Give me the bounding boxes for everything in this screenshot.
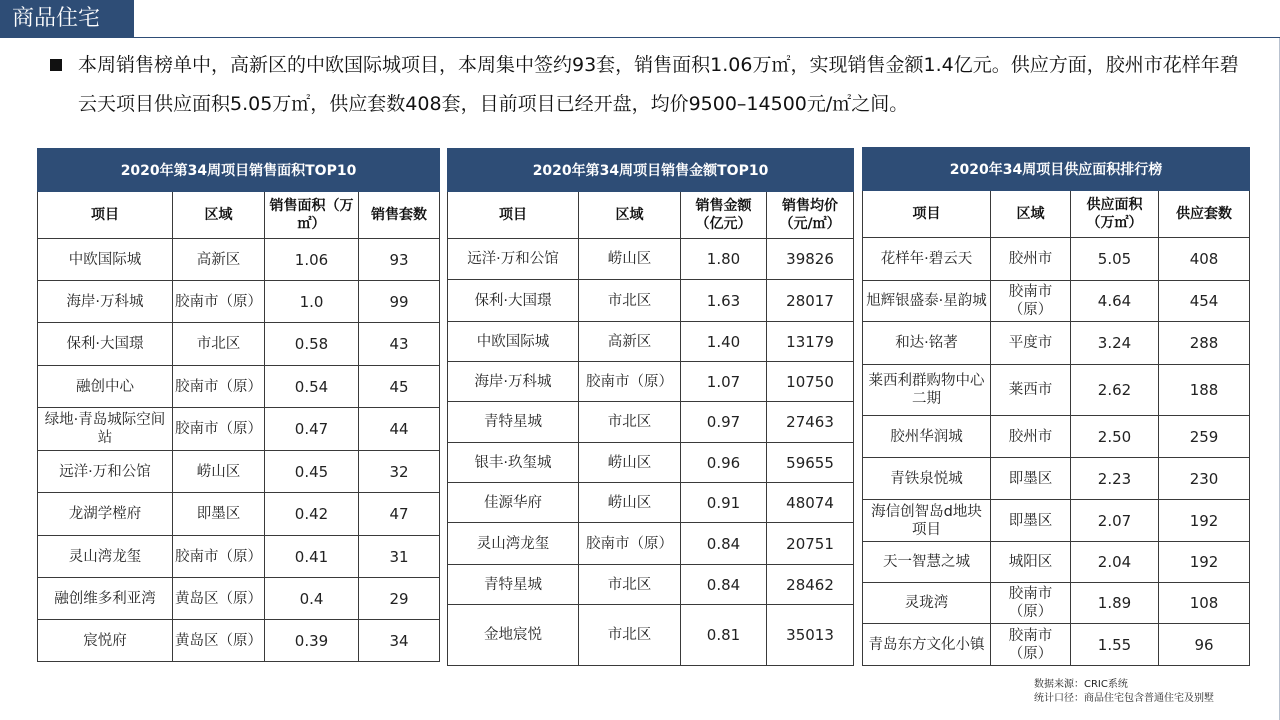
table-row <box>448 443 854 483</box>
table-row <box>448 280 854 322</box>
table-cell: 佳源华府 <box>448 483 579 523</box>
table-cell: 1.0 <box>265 281 359 323</box>
table-cell: 2.50 <box>1071 416 1159 458</box>
table-cell: 远洋·万和公馆 <box>448 239 579 280</box>
column-header: 销售金额（亿元） <box>681 192 767 239</box>
table-cell: 中欧国际城 <box>448 322 579 362</box>
table-cell: 胶南市（原） <box>579 523 681 565</box>
table-cell: 胶州市 <box>991 238 1071 281</box>
table-row <box>863 624 1250 666</box>
table-cell: 即墨区 <box>991 458 1071 500</box>
table-caption: 2020年第34周项目销售金额TOP10 <box>448 149 854 192</box>
table-cell: 胶南市（原） <box>173 536 265 578</box>
table-cell: 胶南市（原） <box>173 281 265 323</box>
table-row <box>448 239 854 280</box>
table-cell: 中欧国际城 <box>38 239 173 281</box>
table-cell: 2.62 <box>1071 365 1159 416</box>
table-row <box>448 483 854 523</box>
table-cell: 0.84 <box>681 523 767 565</box>
table-cell: 1.40 <box>681 322 767 362</box>
column-header: 项目 <box>38 192 173 239</box>
table-cell: 胶南市（原） <box>991 583 1071 624</box>
table-cell: 绿地·青岛城际空间站 <box>38 408 173 451</box>
table-cell: 230 <box>1159 458 1250 500</box>
table-row <box>448 565 854 605</box>
table-row <box>448 362 854 402</box>
table-cell: 高新区 <box>173 239 265 281</box>
table-cell: 0.41 <box>265 536 359 578</box>
table-cell: 市北区 <box>579 605 681 666</box>
table-cell: 4.64 <box>1071 281 1159 322</box>
supply-area-ranking-table <box>862 147 1250 666</box>
table-cell: 胶州市 <box>991 416 1071 458</box>
table-cell: 259 <box>1159 416 1250 458</box>
table-cell: 48074 <box>767 483 854 523</box>
table-row <box>863 281 1250 322</box>
table-cell: 青特星城 <box>448 402 579 443</box>
table-cell: 45 <box>359 366 440 408</box>
column-header: 销售均价（元/㎡） <box>767 192 854 239</box>
table-cell: 2.23 <box>1071 458 1159 500</box>
table-row <box>448 402 854 443</box>
table-cell: 0.47 <box>265 408 359 451</box>
table-cell: 1.89 <box>1071 583 1159 624</box>
table-cell: 金地宸悦 <box>448 605 579 666</box>
table-row <box>863 365 1250 416</box>
table-cell: 胶南市（原） <box>991 624 1071 666</box>
title-divider <box>134 37 1280 38</box>
table-cell: 96 <box>1159 624 1250 666</box>
table-cell: 108 <box>1159 583 1250 624</box>
table-cell: 黄岛区（原） <box>173 578 265 620</box>
table-cell: 188 <box>1159 365 1250 416</box>
table-cell: 0.42 <box>265 493 359 536</box>
column-header: 项目 <box>448 192 579 239</box>
scope-note: 统计口径：商品住宅包含普通住宅及别墅 <box>1034 693 1214 704</box>
square-bullet-icon <box>50 59 62 71</box>
table-cell: 5.05 <box>1071 238 1159 281</box>
table-cell: 崂山区 <box>579 443 681 483</box>
table-cell: 天一智慧之城 <box>863 542 991 583</box>
table-cell: 0.91 <box>681 483 767 523</box>
table-cell: 青岛东方文化小镇 <box>863 624 991 666</box>
footnote <box>1034 678 1214 706</box>
column-header: 区域 <box>991 191 1071 238</box>
table-row <box>38 366 440 408</box>
table-cell: 融创中心 <box>38 366 173 408</box>
table-cell: 0.97 <box>681 402 767 443</box>
table-cell: 即墨区 <box>173 493 265 536</box>
table-row <box>448 523 854 565</box>
table-cell: 融创维多利亚湾 <box>38 578 173 620</box>
table-cell: 崂山区 <box>579 483 681 523</box>
table-cell: 32 <box>359 451 440 493</box>
table-row <box>38 493 440 536</box>
table-cell: 2.04 <box>1071 542 1159 583</box>
table-cell: 和达·铭著 <box>863 322 991 365</box>
table-cell: 47 <box>359 493 440 536</box>
table-cell: 0.84 <box>681 565 767 605</box>
table-cell: 35013 <box>767 605 854 666</box>
table-row <box>38 451 440 493</box>
table-cell: 市北区 <box>579 565 681 605</box>
table-cell: 454 <box>1159 281 1250 322</box>
table-cell: 34 <box>359 620 440 662</box>
column-header: 区域 <box>579 192 681 239</box>
table-cell: 39826 <box>767 239 854 280</box>
table-cell: 灵珑湾 <box>863 583 991 624</box>
table-cell: 0.81 <box>681 605 767 666</box>
table-cell: 59655 <box>767 443 854 483</box>
table-cell: 龙湖学樘府 <box>38 493 173 536</box>
table-cell: 1.63 <box>681 280 767 322</box>
table-cell: 远洋·万和公馆 <box>38 451 173 493</box>
table-cell: 0.4 <box>265 578 359 620</box>
table-cell: 0.39 <box>265 620 359 662</box>
table-cell: 市北区 <box>173 323 265 366</box>
table-caption: 2020年34周项目供应面积排行榜 <box>863 148 1250 191</box>
table-cell: 20751 <box>767 523 854 565</box>
table-cell: 花样年·碧云天 <box>863 238 991 281</box>
column-header: 销售套数 <box>359 192 440 239</box>
table-cell: 胶南市（原） <box>173 408 265 451</box>
table-cell: 高新区 <box>579 322 681 362</box>
table-cell: 市北区 <box>579 402 681 443</box>
table-cell: 28017 <box>767 280 854 322</box>
table-cell: 1.55 <box>1071 624 1159 666</box>
table-cell: 青特星城 <box>448 565 579 605</box>
table-cell: 城阳区 <box>991 542 1071 583</box>
table-row <box>863 500 1250 542</box>
table-cell: 192 <box>1159 542 1250 583</box>
table-cell: 莱西利群购物中心二期 <box>863 365 991 416</box>
table-cell: 银丰·玖玺城 <box>448 443 579 483</box>
table-row <box>38 239 440 281</box>
table-cell: 99 <box>359 281 440 323</box>
table-row <box>38 281 440 323</box>
table-cell: 192 <box>1159 500 1250 542</box>
table-cell: 31 <box>359 536 440 578</box>
table-cell: 灵山湾龙玺 <box>38 536 173 578</box>
table-cell: 2.07 <box>1071 500 1159 542</box>
table-cell: 44 <box>359 408 440 451</box>
table-cell: 288 <box>1159 322 1250 365</box>
summary-text: 本周销售榜单中，高新区的中欧国际城项目，本周集中签约93套，销售面积1.06万㎡，实现销售金额1.4亿元。供应方面，胶州市花样年碧云天项目供应面积5.05万㎡，供应套数408套，目前项目已经开盘，均价9500–14500元/㎡之间。 <box>78 54 1239 115</box>
table-cell: 28462 <box>767 565 854 605</box>
table-cell: 海信创智岛d地块项目 <box>863 500 991 542</box>
table-row <box>863 583 1250 624</box>
sales-area-top10-table <box>37 148 440 662</box>
table-row <box>448 605 854 666</box>
table-cell: 海岸·万科城 <box>448 362 579 402</box>
sales-amount-top10-table <box>447 148 854 666</box>
table-row <box>38 578 440 620</box>
table-row <box>863 416 1250 458</box>
column-header: 供应面积（万㎡） <box>1071 191 1159 238</box>
table-cell: 1.06 <box>265 239 359 281</box>
column-header: 项目 <box>863 191 991 238</box>
table-cell: 胶州华润城 <box>863 416 991 458</box>
table-cell: 29 <box>359 578 440 620</box>
table-cell: 1.80 <box>681 239 767 280</box>
table-cell: 408 <box>1159 238 1250 281</box>
table-row <box>448 322 854 362</box>
column-header: 供应套数 <box>1159 191 1250 238</box>
table-cell: 0.58 <box>265 323 359 366</box>
table-cell: 胶南市（原） <box>173 366 265 408</box>
table-row <box>863 458 1250 500</box>
column-header: 销售面积（万㎡） <box>265 192 359 239</box>
table-cell: 1.07 <box>681 362 767 402</box>
table-cell: 崂山区 <box>579 239 681 280</box>
table-cell: 胶南市（原） <box>991 281 1071 322</box>
table-row <box>38 408 440 451</box>
table-cell: 10750 <box>767 362 854 402</box>
table-cell: 宸悦府 <box>38 620 173 662</box>
table-cell: 13179 <box>767 322 854 362</box>
table-cell: 0.96 <box>681 443 767 483</box>
table-cell: 43 <box>359 323 440 366</box>
table-cell: 市北区 <box>579 280 681 322</box>
table-cell: 保利·大国璟 <box>38 323 173 366</box>
table-cell: 海岸·万科城 <box>38 281 173 323</box>
table-cell: 0.45 <box>265 451 359 493</box>
table-row <box>863 238 1250 281</box>
table-row <box>863 322 1250 365</box>
column-header: 区域 <box>173 192 265 239</box>
table-cell: 0.54 <box>265 366 359 408</box>
table-cell: 崂山区 <box>173 451 265 493</box>
table-row <box>38 620 440 662</box>
table-cell: 保利·大国璟 <box>448 280 579 322</box>
table-cell: 27463 <box>767 402 854 443</box>
table-cell: 即墨区 <box>991 500 1071 542</box>
table-cell: 3.24 <box>1071 322 1159 365</box>
table-cell: 灵山湾龙玺 <box>448 523 579 565</box>
table-row <box>863 542 1250 583</box>
table-row <box>38 323 440 366</box>
page-title: 商品住宅 <box>0 0 134 38</box>
table-cell: 旭辉银盛泰·星韵城 <box>863 281 991 322</box>
table-cell: 93 <box>359 239 440 281</box>
table-cell: 黄岛区（原） <box>173 620 265 662</box>
data-source-note: 数据来源：CRIC系统 <box>1034 679 1128 690</box>
table-cell: 平度市 <box>991 322 1071 365</box>
table-cell: 青铁泉悦城 <box>863 458 991 500</box>
table-caption: 2020年第34周项目销售面积TOP10 <box>38 149 440 192</box>
table-cell: 莱西市 <box>991 365 1071 416</box>
table-cell: 胶南市（原） <box>579 362 681 402</box>
summary-paragraph <box>44 46 1244 124</box>
table-row <box>38 536 440 578</box>
